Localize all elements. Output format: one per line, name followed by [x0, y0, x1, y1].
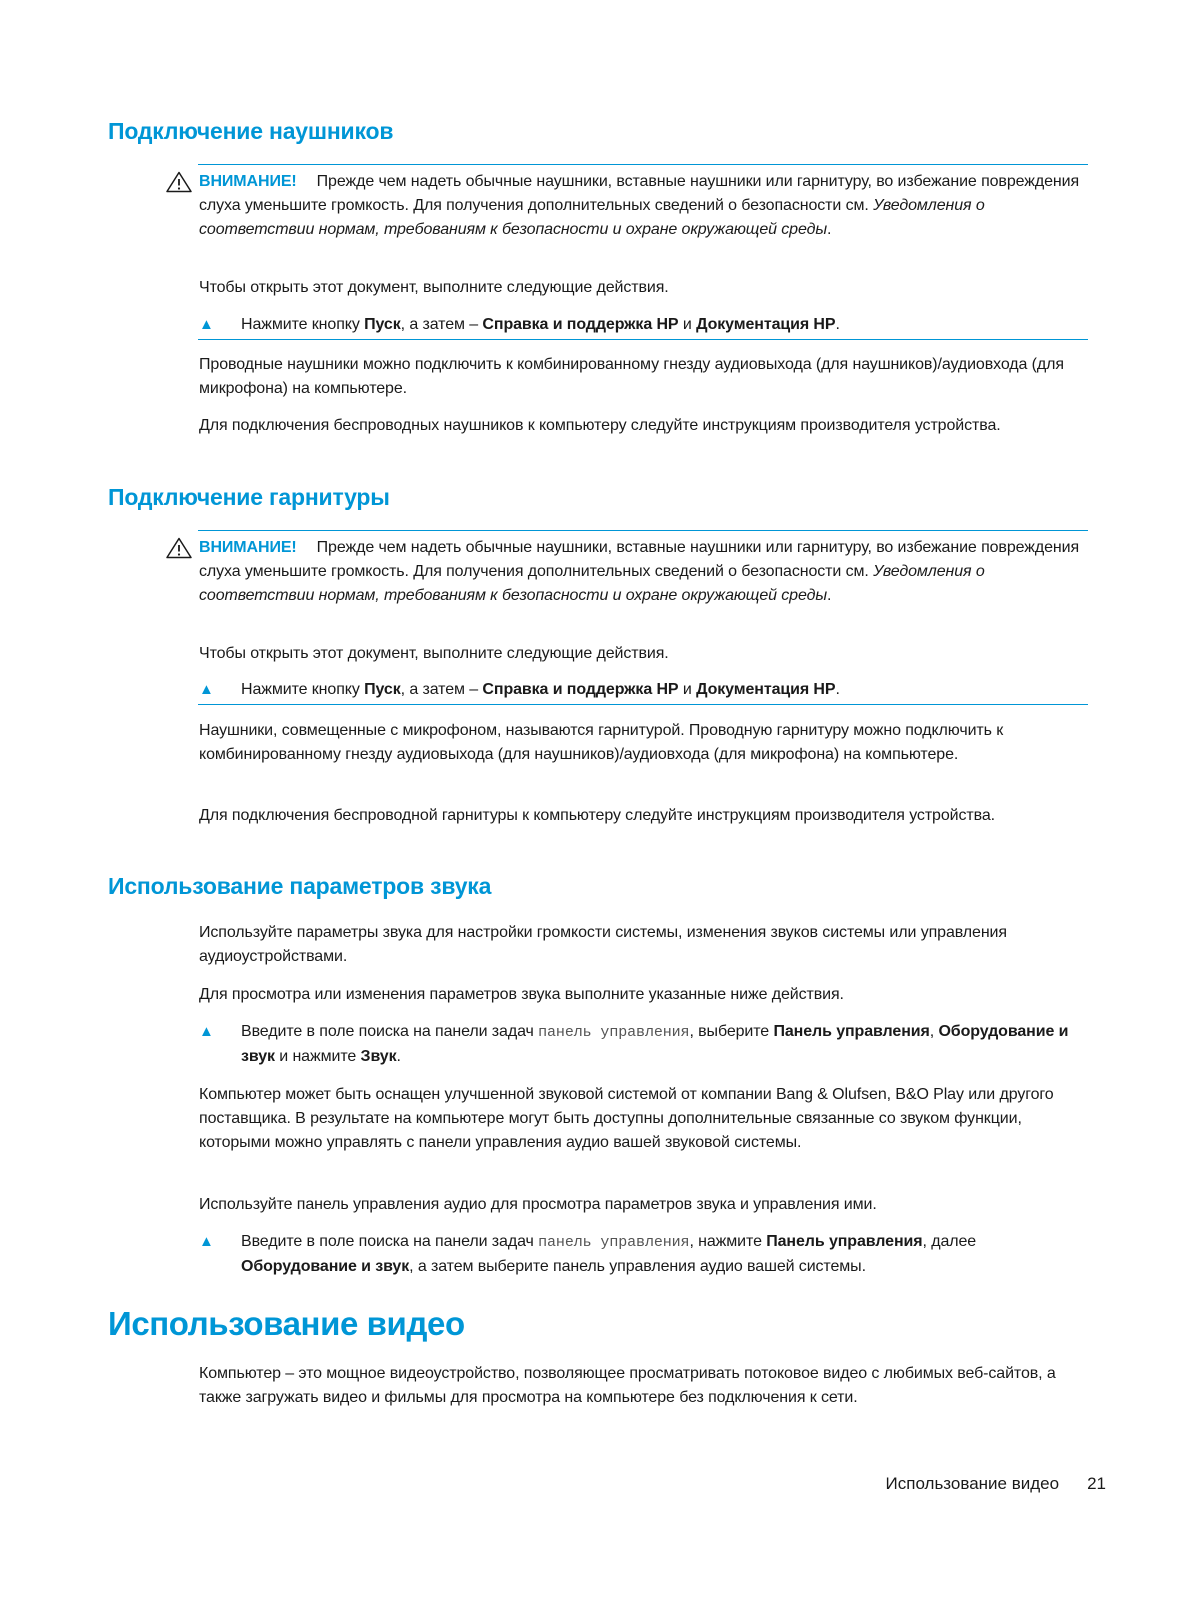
- step-item: ▲ Введите в поле поиска на панели задач панель управления, выберите Панель управления, Оборудование и звук и нажмите Звук.: [199, 1020, 1089, 1069]
- step-bold-control-panel: Панель управления: [773, 1023, 930, 1040]
- caution-text: Прежде чем надеть обычные наушники, вставные наушники или гарнитуру, во избежание повреждения слуха уменьшите громкость. Для получения дополнительных сведений о безопасности см.: [199, 173, 1080, 214]
- paragraph: Для подключения беспроводных наушников к компьютеру следуйте инструкциям производителя устройства.: [199, 417, 1001, 434]
- section-rule: [198, 164, 1088, 165]
- step-text: Нажмите кнопку: [241, 316, 360, 333]
- paragraph: Используйте параметры звука для настройки громкости системы, изменения звуков системы или управления аудиоустройствами.: [199, 924, 1007, 965]
- section-rule: [198, 530, 1088, 531]
- step-bold-sound: Звук: [360, 1048, 397, 1065]
- step-bold-help: Справка и поддержка HP: [482, 681, 679, 698]
- section-title-sound: Использование параметров звука: [108, 873, 492, 899]
- step-text: , выберите: [689, 1023, 770, 1040]
- step-bold-docs: Документация HP: [696, 681, 836, 698]
- step-rule: [198, 704, 1088, 705]
- step-text: и: [682, 316, 692, 333]
- step-bold-hardware-sound: Оборудование и звук: [241, 1023, 1069, 1065]
- step-text: Нажмите кнопку: [241, 681, 360, 698]
- caution-label: ВНИМАНИЕ!: [199, 173, 297, 190]
- step-item: ▲ Нажмите кнопку Пуск, а затем – Справка и поддержка HP и Документация HP.: [199, 313, 1089, 337]
- page-footer: [886, 1474, 1106, 1494]
- step-text: и нажмите: [279, 1048, 357, 1065]
- step-item: ▲ Нажмите кнопку Пуск, а затем – Справка и поддержка HP и Документация HP.: [199, 678, 1089, 702]
- intro-text: Чтобы открыть этот документ, выполните следующие действия.: [199, 279, 669, 296]
- intro-text: Чтобы открыть этот документ, выполните следующие действия.: [199, 645, 669, 662]
- caution-reference: Уведомления о соответствии нормам, требованиям к безопасности и охране окружающей среды: [199, 197, 985, 238]
- warning-triangle-icon: [166, 537, 192, 559]
- warning-triangle-icon: [166, 171, 192, 193]
- triangle-bullet-icon: ▲: [199, 1233, 214, 1250]
- caution-block: ВНИМАНИЕ! Прежде чем надеть обычные наушники, вставные наушники или гарнитуру, во избежание повреждения слуха уменьшите громкость. Для получения дополнительных сведений о безопасности см. Уведомления о соответствии нормам, требованиям к безопасности и охране окружающей среды.: [166, 170, 1089, 242]
- footer-chapter: Использование видео: [885, 1474, 1060, 1493]
- caution-label: ВНИМАНИЕ!: [199, 539, 297, 556]
- step-text: , а затем –: [400, 316, 479, 333]
- chapter-title-video: Использование видео: [108, 1305, 465, 1342]
- step-bold-start: Пуск: [364, 681, 401, 698]
- page-number: 21: [1087, 1474, 1106, 1493]
- step-text: , нажмите: [689, 1233, 762, 1250]
- caution-reference: Уведомления о соответствии нормам, требованиям к безопасности и охране окружающей среды: [199, 563, 985, 604]
- caution-block: ВНИМАНИЕ! Прежде чем надеть обычные наушники, вставные наушники или гарнитуру, во избежание повреждения слуха уменьшите громкость. Для получения дополнительных сведений о безопасности см. Уведомления о соответствии нормам, требованиям к безопасности и охране окружающей среды.: [166, 536, 1089, 608]
- step-bold-help: Справка и поддержка HP: [482, 316, 679, 333]
- step-text: , а затем –: [400, 681, 479, 698]
- step-text: Введите в поле поиска на панели задач: [241, 1023, 534, 1040]
- caution-text: Прежде чем надеть обычные наушники, вставные наушники или гарнитуру, во избежание повреждения слуха уменьшите громкость. Для получения дополнительных сведений о безопасности см.: [199, 539, 1080, 580]
- step-bold-hardware-sound: Оборудование и звук: [241, 1258, 410, 1275]
- step-text: Введите в поле поиска на панели задач: [241, 1233, 534, 1250]
- search-term-code: панель управления: [538, 1024, 690, 1041]
- step-text: и: [682, 681, 692, 698]
- step-text: , а затем выберите панель управления аудио вашей системы.: [409, 1258, 866, 1275]
- step-rule: [198, 339, 1088, 340]
- paragraph: Для просмотра или изменения параметров звука выполните указанные ниже действия.: [199, 986, 844, 1003]
- triangle-bullet-icon: ▲: [199, 316, 214, 333]
- section-title-headphones: Подключение наушников: [108, 118, 394, 144]
- paragraph: Для подключения беспроводной гарнитуры к компьютеру следуйте инструкциям производителя устройства.: [199, 807, 995, 824]
- triangle-bullet-icon: ▲: [199, 1023, 214, 1040]
- paragraph: Используйте панель управления аудио для просмотра параметров звука и управления ими.: [199, 1196, 877, 1213]
- paragraph: Компьютер – это мощное видеоустройство, позволяющее просматривать потоковое видео с любимых веб-сайтов, а также загружать видео и фильмы для просмотра на компьютере без подключения к сети.: [199, 1365, 1056, 1406]
- paragraph: Компьютер может быть оснащен улучшенной звуковой системой от компании Bang & Olufsen, B&O Play или другого поставщика. В результате на компьютере могут быть доступны дополнительные связанные со звуком функции, которыми можно управлять с панели управления аудио вашей звуковой системы.: [199, 1086, 1054, 1151]
- step-bold-start: Пуск: [364, 316, 401, 333]
- paragraph: Проводные наушники можно подключить к комбинированному гнезду аудиовыхода (для наушников)/аудиовхода (для микрофона) на компьютере.: [199, 356, 1064, 397]
- triangle-bullet-icon: ▲: [199, 681, 214, 698]
- step-bold-docs: Документация HP: [696, 316, 836, 333]
- section-title-headset: Подключение гарнитуры: [108, 484, 390, 510]
- search-term-code: панель управления: [538, 1234, 690, 1251]
- step-bold-control-panel: Панель управления: [766, 1233, 923, 1250]
- step-text: далее: [931, 1233, 977, 1250]
- step-item: ▲ Введите в поле поиска на панели задач панель управления, нажмите Панель управления, далее Оборудование и звук, а затем выберите панель управления аудио вашей системы.: [199, 1230, 1089, 1279]
- paragraph: Наушники, совмещенные с микрофоном, называются гарнитурой. Проводную гарнитуру можно подключить к комбинированному гнезду аудиовыхода (для наушников)/аудиовхода (для микрофона) на компьютере.: [199, 722, 1004, 763]
